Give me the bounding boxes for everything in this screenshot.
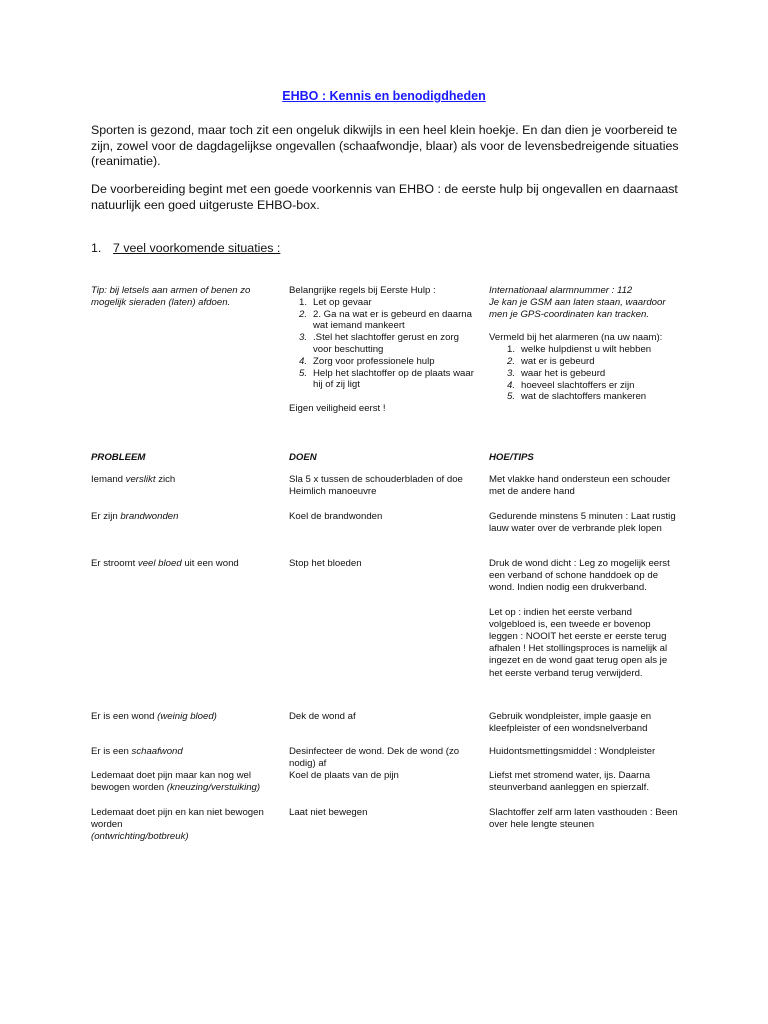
cell-tips: Gedurende minstens 5 minuten : Laat rustig lauw water over de verbrande plek lopen	[489, 511, 676, 535]
rules-block	[289, 285, 479, 415]
cell-probleem: Er is een wond (weinig bloed)	[91, 711, 217, 722]
cell-probleem: Er stroomt veel bloed uit een wond	[91, 558, 239, 569]
cell-doen: Koel de brandwonden	[289, 511, 383, 522]
list-item: 1. Let op gevaar	[298, 296, 372, 308]
list-item: 3. .Stel het slachtoffer gerust en zorg voor beschutting	[298, 332, 459, 355]
list-item: 3. waar het is gebeurd	[506, 367, 606, 379]
cell-tips: Druk de wond dicht : Leg zo mogelijk eerst een verband of schone handdoek op de wond. Indien nodig een drukverband. Let op : indien het eerste verband volgebloed is, een tweede er bovenop leggen : NOOIT het eerste er eerste terug afhalen ! Het stollingsproces is namelijk al ingezet en de wond gaat terug open als je het eerste verband terug verwijderd.	[489, 558, 670, 679]
alarm-intro: Vermeld bij het alarmeren (na uw naam):	[489, 332, 663, 344]
rules-footer: Eigen veiligheid eerst !	[289, 403, 386, 415]
list-item: 1. welke hulpdienst u wilt hebben	[506, 344, 652, 356]
section-label: 7 veel voorkomende situaties :	[113, 241, 281, 255]
cell-probleem: Iemand verslikt zich	[91, 474, 176, 485]
cell-tips: Gebruik wondpleister, imple gaasje en kleefpleister of een wondsnelverband	[489, 711, 652, 735]
cell-doen: Desinfecteer de wond. Dek de wond (zo nodig) af	[289, 746, 460, 770]
cell-probleem: Ledemaat doet pijn en kan niet bewogen worden (ontwrichting/botbreuk)	[91, 807, 264, 843]
alarm-list	[489, 344, 684, 403]
cell-doen: Laat niet bewegen	[289, 807, 368, 818]
header-tips: HOE/TIPS	[489, 452, 534, 463]
alarm-number: Internationaal alarmnummer : 112	[489, 285, 633, 296]
cell-tips: Met vlakke hand ondersteun een schouder met de andere hand	[489, 474, 671, 498]
cell-doen: Stop het bloeden	[289, 558, 362, 569]
cell-tips: Huidontsmettingsmiddel : Wondpleister	[489, 746, 656, 757]
cell-tips: Liefst met stromend water, ijs. Daarna steunverband aanleggen en spierzalf.	[489, 770, 651, 794]
alarm-block	[489, 285, 684, 403]
cell-probleem: Ledemaat doet pijn maar kan nog wel bewogen worden (kneuzing/verstuiking)	[91, 770, 261, 794]
rules-heading: Belangrijke regels bij Eerste Hulp :	[289, 285, 436, 296]
intro-paragraph-2: De voorbereiding begint met een goede voorkennis van EHBO : de eerste hulp bij ongevallen en daarnaast natuurlijk een goed uitgeruste EHBO-box.	[91, 182, 678, 212]
list-item: 4. Zorg voor professionele hulp	[298, 355, 435, 367]
cell-doen: Koel de plaats van de pijn	[289, 770, 399, 781]
cell-probleem: Er is een schaafwond	[91, 746, 183, 757]
cell-doen: Sla 5 x tussen de schouderbladen of doe Heimlich manoeuvre	[289, 474, 463, 498]
page-title: EHBO : Kennis en benodigdheden	[282, 89, 486, 103]
list-item: 4. hoeveel slachtoffers er zijn	[506, 379, 635, 391]
list-item: 5. wat de slachtoffers mankeren	[506, 391, 647, 403]
tip-text: Tip: bij letsels aan armen of benen zo mogelijk sieraden (laten) afdoen.	[91, 285, 251, 308]
rules-list	[289, 297, 479, 391]
list-item: 2. wat er is gebeurd	[506, 355, 595, 367]
section-heading	[91, 241, 280, 255]
header-probleem: PROBLEEM	[91, 452, 146, 463]
header-doen: DOEN	[289, 452, 317, 463]
cell-probleem: Er zijn brandwonden	[91, 511, 179, 522]
list-item: 5. Help het slachtoffer op de plaats waar hij of zij ligt	[298, 367, 474, 391]
intro-paragraph-1: Sporten is gezond, maar toch zit een ongeluk dikwijls in een heel klein hoekje. En dan dien je voorbereid te zijn, zowel voor de dagdagelijkse ongevallen (schaafwondje, blaar) als voor de levensbedreigende situaties (reanimatie).	[91, 123, 679, 168]
alarm-gps-note: Je kan je GSM aan laten staan, waardoor men je GPS-coordinaten kan tracken.	[489, 296, 666, 320]
section-number: 1.	[91, 241, 102, 255]
cell-doen: Dek de wond af	[289, 711, 356, 722]
cell-tips: Slachtoffer zelf arm laten vasthouden : Been over hele lengte steunen	[489, 807, 678, 831]
list-item: 2. 2. Ga na wat er is gebeurd en daarna wat iemand mankeert	[298, 308, 472, 332]
